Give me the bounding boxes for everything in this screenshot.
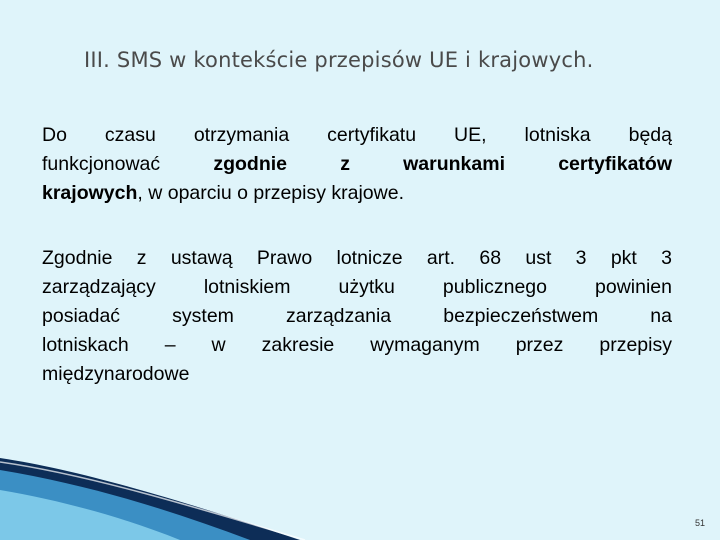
page-number: 51: [694, 518, 705, 528]
paragraph-line: lotniskach – w zakresie wymaganym przez przepisy: [42, 334, 672, 356]
bold-text-run: krajowych: [42, 182, 138, 204]
paragraph-law: [42, 244, 672, 389]
decorative-wave: [0, 440, 720, 540]
paragraph-line: Do czasu otrzymania certyfikatu UE, lotniska będą: [42, 124, 672, 146]
text-run: funkcjonować: [42, 153, 214, 175]
paragraph-line: [42, 150, 672, 179]
paragraph-line: zarządzający lotniskiem użytku publicznego powinien: [42, 276, 672, 298]
slide-title: III. SMS w kontekście przepisów UE i krajowych.: [84, 48, 594, 72]
text-run: , w oparciu o przepisy krajowe.: [137, 182, 405, 204]
paragraph-line: międzynarodowe: [42, 363, 190, 385]
paragraph-line: posiadać system zarządzania bezpieczeństwem na: [42, 305, 672, 327]
paragraph-certification: [42, 121, 672, 208]
paragraph-line: Zgodnie z ustawą Prawo lotnicze art. 68 ust 3 pkt 3: [42, 247, 672, 269]
paragraph-line: [42, 179, 672, 208]
bold-text-run: zgodnie z warunkami certyfikatów: [213, 153, 672, 175]
